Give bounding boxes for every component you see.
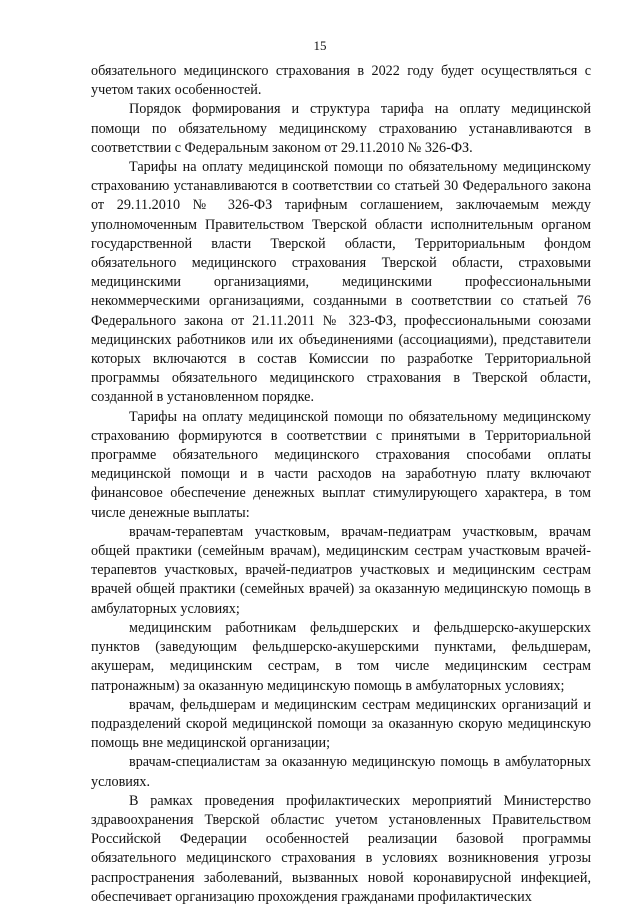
paragraph-continuation: обязательного медицинского страхования в 2022 году будет осуществляться с учетом таких особенностей. [91, 63, 591, 99]
paragraph-tariff-formation: Тарифы на оплату медицинской помощи по обязательному медицинскому страхованию формируются в соответствии с принятыми в Территориальной программе обязательного медицинского страхования способами оплаты медицинской помощи и в части расходов на заработную плату включают финансовое обеспечение денежных выплат стимулирующего характера, в том числе денежные выплаты: [91, 408, 591, 521]
paragraph-tariff-agreement: Тарифы на оплату медицинской помощи по обязательному медицинскому страхованию устанавливаются в соответствии со статьей 30 Федерального закона от 29.11.2010 № 326-ФЗ тарифным соглашением, заключаемым между уполномоченным Правительством Тверской области исполнительным органом государственной власти Тверской области, Территориальным фондом обязательного медицинского страхования Тверской области, страховыми медицинскими организациями, медицинскими профессиональными некоммерческими организациями, созданными в соответствии со статьей 76 Федерального закона от 21.11.2011 № 323-ФЗ, профессиональными союзами медицинских работников или их объединениями (ассоциациями), представители которых включаются в состав Комиссии по разработке Территориальной программы обязательного медицинского страхования в Тверской области, созданной в установленном порядке. [91, 159, 591, 406]
paragraph-payments-feldsher-points: медицинским работникам фельдшерских и фельдшерско-акушерских пунктов (заведующим фельдшерско-акушерскими пунктами, фельдшерам, акушерам, медицинским сестрам, в том числе медицинским сестрам патронажным) за оказанную медицинскую помощь в амбулаторных условиях; [91, 619, 591, 694]
paragraph-payments-ambulance: врачам, фельдшерам и медицинским сестрам медицинских организаций и подразделений скорой медицинской помощи за оказанную скорую медицинскую помощь вне медицинской организации; [91, 696, 591, 752]
paragraph-payments-district-doctors: врачам-терапевтам участковым, врачам-педиатрам участковым, врачам общей практики (семейным врачам), медицинским сестрам участковым врачей-терапевтов участковых, врачей-педиатров участковых и медицинским сестрам врачей общей практики (семейных врачей) за оказанную медицинскую помощь в амбулаторных условиях; [91, 523, 591, 617]
paragraph-payments-specialists: врачам-специалистам за оказанную медицинскую помощь в амбулаторных условиях. [91, 754, 591, 790]
paragraph-preventive-measures: В рамках проведения профилактических мероприятий Министерство здравоохранения Тверской областис учетом установленных Правительством Российской Федерации особенностей реализации базовой программы обязательного медицинского страхования в условиях возникновения угрозы распространения заболеваний, вызванных новой коронавирусной инфекцией, обеспечивает организацию прохождения гражданами профилактических [91, 792, 591, 905]
paragraph-tariff-structure: Порядок формирования и структура тарифа на оплату медицинской помощи по обязательному медицинскому страхованию устанавливаются в соответствии с Федеральным законом от 29.11.2010 № 326-ФЗ. [91, 101, 591, 156]
page-number: 15 [313, 38, 327, 53]
document-body [91, 62, 591, 907]
